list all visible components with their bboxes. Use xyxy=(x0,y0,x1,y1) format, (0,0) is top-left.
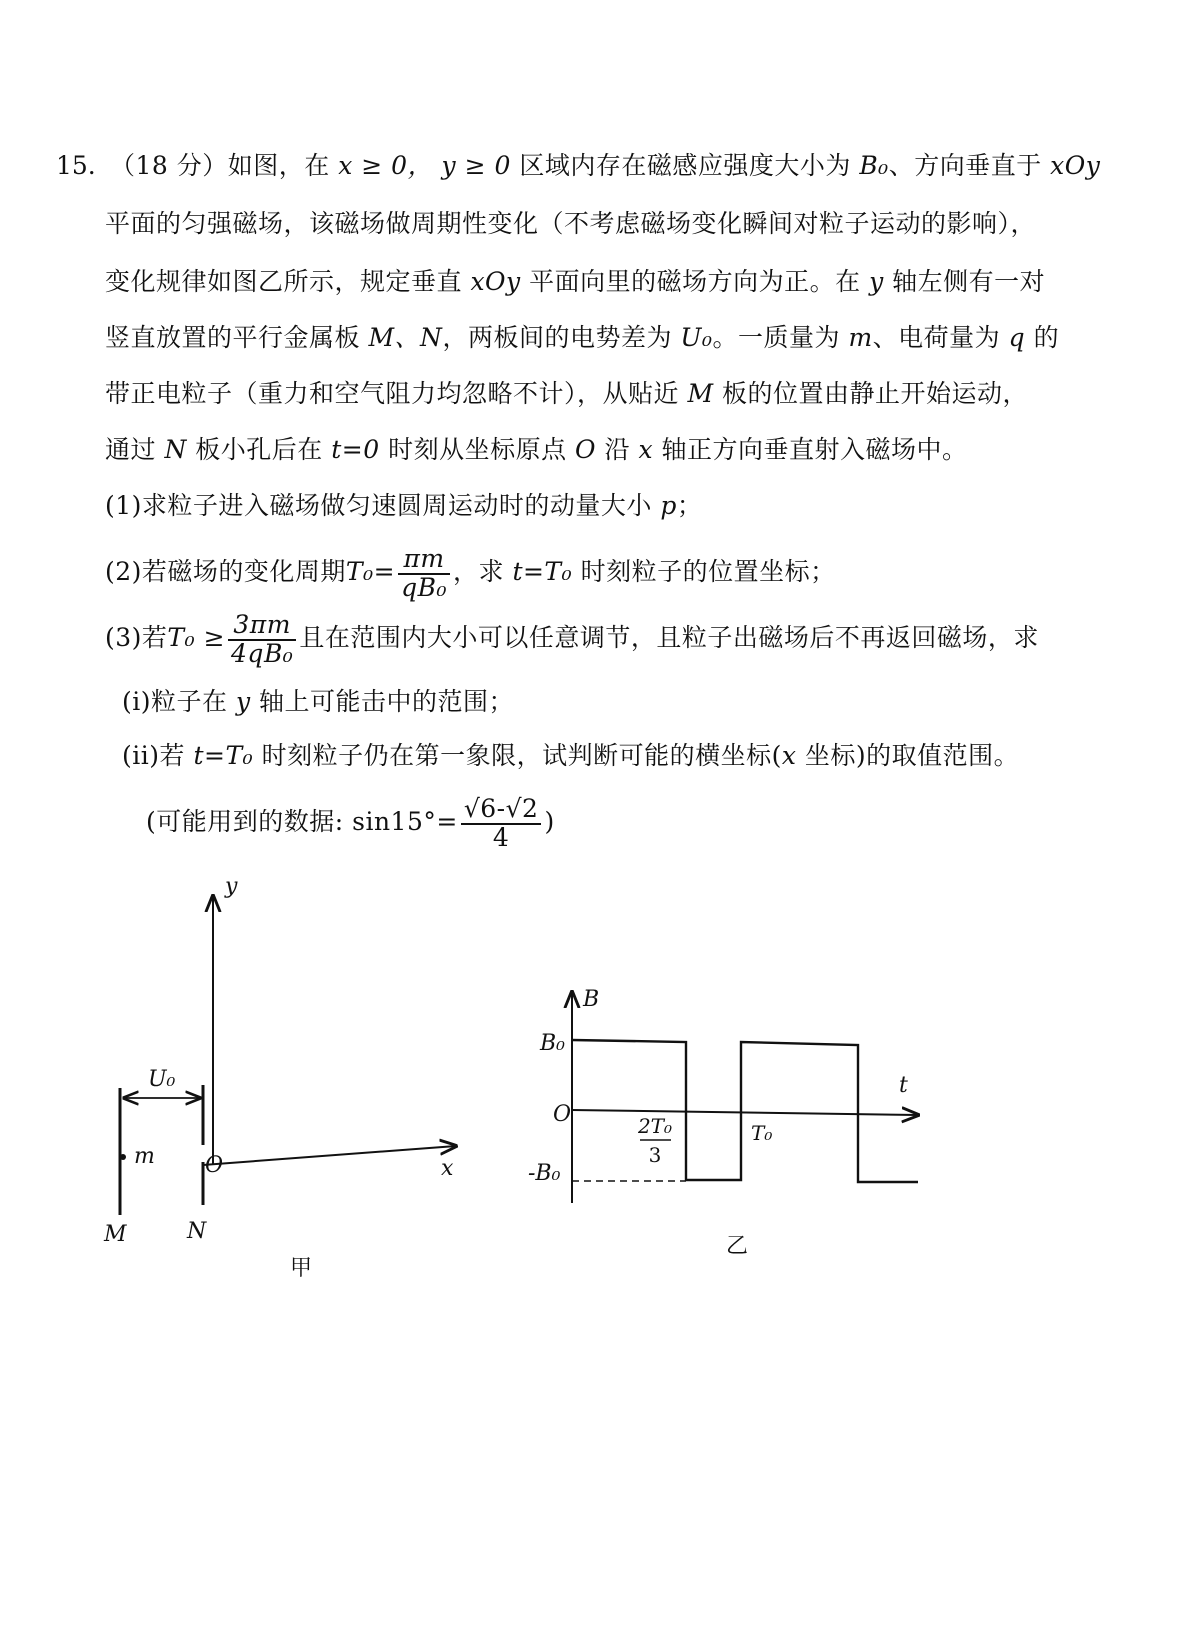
figure-b-neg-label: -B₀ xyxy=(528,1161,561,1186)
figure-b-tick1-den: 3 xyxy=(648,1143,662,1167)
text-line-2: 平面的匀强磁场，该磁场做周期性变化（不考虑磁场变化瞬间对粒子运动的影响）， xyxy=(105,209,1037,238)
figure-a-x-axis xyxy=(203,1146,456,1165)
fraction-sin15: $\frac{√6-√2}{4}$ xyxy=(461,796,542,851)
question-1: (1)求粒子进入磁场做匀速圆周运动时的动量大小 p； xyxy=(105,491,703,520)
problem-number: 15. xyxy=(56,151,96,180)
figure-a-caption: 甲 xyxy=(290,1256,313,1281)
hint-line: (可能用到的数据: sin15°= $\frac{√6-√2}{4}$ ) xyxy=(146,794,555,852)
text-line-3: 变化规律如图乙所示，规定垂直 xOy 平面向里的磁场方向为正。在 y 轴左侧有一对 xyxy=(105,267,1046,296)
figure-b-b-label: B xyxy=(583,987,600,1012)
figure-b-tick1-num: 2T₀ xyxy=(637,1114,673,1138)
figure-b-origin-label: O xyxy=(553,1102,572,1127)
figure-b xyxy=(528,987,918,1259)
text-line-4: 竖直放置的平行金属板 M、N，两板间的电势差为 U₀。一质量为 m、电荷量为 q 的 xyxy=(105,323,1060,352)
figure-a-mass-label: m xyxy=(134,1144,155,1169)
figure-a-plate-n-label: N xyxy=(187,1219,207,1244)
question-3: (3)若T₀ ≥ $\frac{3\pi m}{\text{4qB₀}}$ 且在范围内大小可以任意调节，且粒子出磁场后不再返回磁场，求 xyxy=(105,610,1039,668)
figure-b-pos-label: B₀ xyxy=(540,1031,565,1056)
figure-b-caption: 乙 xyxy=(726,1234,749,1259)
figure-a-x-label: x xyxy=(441,1156,454,1181)
particle-dot xyxy=(120,1154,126,1160)
figure-a-y-label: y xyxy=(225,874,238,899)
figure-a-plate-m-label: M xyxy=(104,1222,127,1247)
question-2: (2)若磁场的变化周期T₀= $\frac{\pi m}{\text{qB₀}}$ ，求 t=T₀ 时刻粒子的位置坐标； xyxy=(105,544,836,602)
figure-a xyxy=(103,874,456,1281)
figure-b-tick2-label: T₀ xyxy=(751,1121,773,1145)
question-3-i: (i)粒子在 y 轴上可能击中的范围； xyxy=(122,687,515,716)
text-line-6: 通过 N 板小孔后在 t=0 时刻从坐标原点 O 沿 x 轴正方向垂直射入磁场中。 xyxy=(105,435,968,464)
figure-a-voltage-label: U₀ xyxy=(148,1067,176,1092)
fraction-condition: $\frac{3\pi m}{\text{4qB₀}}$ xyxy=(228,612,296,667)
figure-b-t-label: t xyxy=(899,1073,908,1098)
fraction-period: $\frac{\pi m}{\text{qB₀}}$ xyxy=(398,546,450,601)
figure-a-origin-label: O xyxy=(205,1153,224,1178)
figure-b-t-axis xyxy=(572,1110,918,1115)
question-3-ii: (ii)若 t=T₀ 时刻粒子仍在第一象限，试判断可能的横坐标(x 坐标)的取值范围。 xyxy=(122,741,1020,770)
text-line-1: （18 分）如图，在 x ≥ 0， y ≥ 0 区域内存在磁感应强度大小为 B₀、方向垂直于 xOy xyxy=(110,151,1101,180)
text-line-5: 带正电粒子（重力和空气阻力均忽略不计），从贴近 M 板的位置由静止开始运动， xyxy=(105,379,1029,408)
